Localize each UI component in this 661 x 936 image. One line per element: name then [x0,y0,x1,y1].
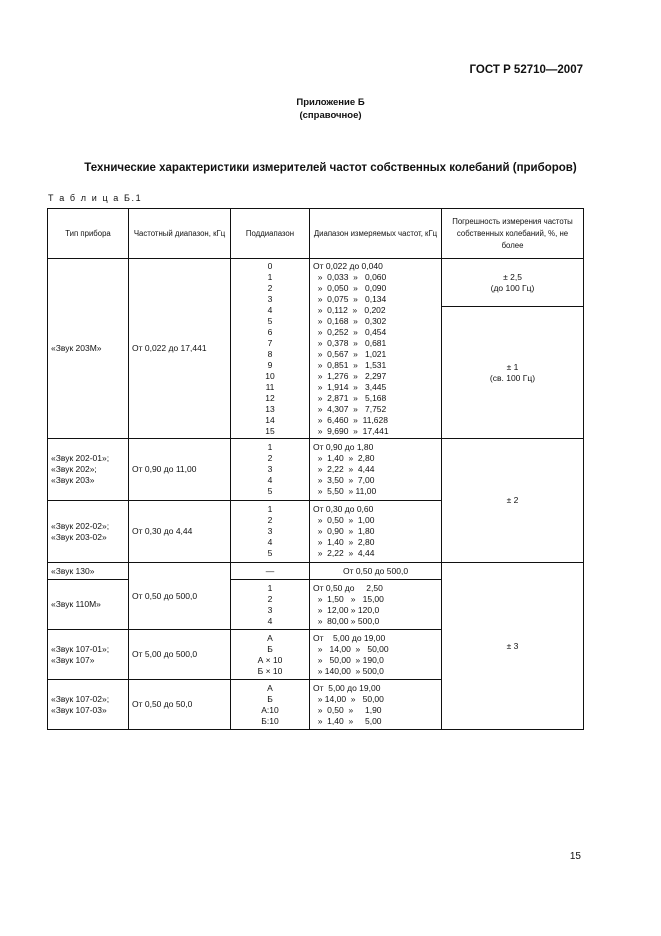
table-row [48,259,584,307]
table-header-row [48,209,584,259]
header-freq-range: Частотный диапазон, кГц [129,209,231,259]
cell-type: «Звук 107-02»; «Звук 107-03» [48,680,129,730]
cell-type: «Звук 202-02»; «Звук 203-02» [48,501,129,563]
cell-measured: От 5,00 до 19,00 » 14,00 » 50,00 » 0,50 » 1,90 » 1,40 » 5,00 [310,680,442,730]
characteristics-table [47,208,584,730]
cell-measured: От 0,50 до 2,50 » 1,50 » 15,00 » 12,00 » 120,0 » 80,00 » 500,0 [310,580,442,630]
section-title: Технические характеристики измерителей частот собственных колебаний (приборов) [84,162,577,174]
cell-error: ± 1 (св. 100 Гц) [442,307,584,439]
cell-error: ± 3 [442,563,584,730]
appendix-title: Приложение Б [296,97,365,108]
header-type: Тип прибора [48,209,129,259]
appendix-note: (справочное) [299,110,362,121]
cell-type: «Звук 130» [48,563,129,580]
cell-measured: От 0,90 до 1,80 » 1,40 » 2,80 » 2,22 » 4,44 » 3,50 » 7,00 » 5,50 » 11,00 [310,439,442,501]
header-error: Погрешность измерения частоты собственных колебаний, %, не более [442,209,584,259]
table-row [48,439,584,501]
table-row [48,563,584,580]
cell-type: «Звук 110М» [48,580,129,630]
cell-subrange: 1 2 3 4 [231,580,310,630]
cell-measured: От 5,00 до 19,00 » 14,00 » 50,00 » 50,00 » 190,0 » 140,00 » 500,0 [310,630,442,680]
cell-subrange: 1 2 3 4 5 [231,439,310,501]
cell-measured: От 0,022 до 0,040 » 0,033 » 0,060 » 0,050 » 0,090 » 0,075 » 0,134 » 0,112 » 0,202 » 0,168 » 0,302 » 0,252 » 0,454 » 0,378 » 0,681 » 0,567 » 1,021 » 0,851 » 1,531 » 1,276 » 2,297 » 1,914 » 3,445 » 2,871 » 5,168 » 4,307 » 7,752 » 6,460 » 11,628 » 9,690 » 17,441 [310,259,442,439]
cell-freq: От 0,50 до 50,0 [129,680,231,730]
cell-freq: От 0,30 до 4,44 [129,501,231,563]
cell-subrange: 1 2 3 4 5 [231,501,310,563]
table-caption: Т а б л и ц а Б.1 [48,193,143,203]
cell-measured: От 0,30 до 0,60 » 0,50 » 1,00 » 0,90 » 1,80 » 1,40 » 2,80 » 2,22 » 4,44 [310,501,442,563]
cell-subrange: А Б А × 10 Б × 10 [231,630,310,680]
cell-subrange: А Б А:10 Б:10 [231,680,310,730]
cell-measured: От 0,50 до 500,0 [310,563,442,580]
cell-type: «Звук 202-01»; «Звук 202»; «Звук 203» [48,439,129,501]
cell-subrange: 0 1 2 3 4 5 6 7 8 9 10 11 12 13 14 15 [231,259,310,439]
cell-error: ± 2,5 (до 100 Гц) [442,259,584,307]
cell-freq: От 0,50 до 500,0 [129,563,231,630]
cell-freq: От 0,022 до 17,441 [129,259,231,439]
cell-error: ± 2 [442,439,584,563]
document-header: ГОСТ Р 52710—2007 [469,64,583,76]
header-subrange: Поддиапазон [231,209,310,259]
cell-freq: От 5,00 до 500,0 [129,630,231,680]
cell-subrange: — [231,563,310,580]
header-measured-range: Диапазон измеряемых частот, кГц [310,209,442,259]
cell-freq: От 0,90 до 11,00 [129,439,231,501]
cell-type: «Звук 107-01»; «Звук 107» [48,630,129,680]
page-number: 15 [569,851,581,862]
cell-type: «Звук 203М» [48,259,129,439]
